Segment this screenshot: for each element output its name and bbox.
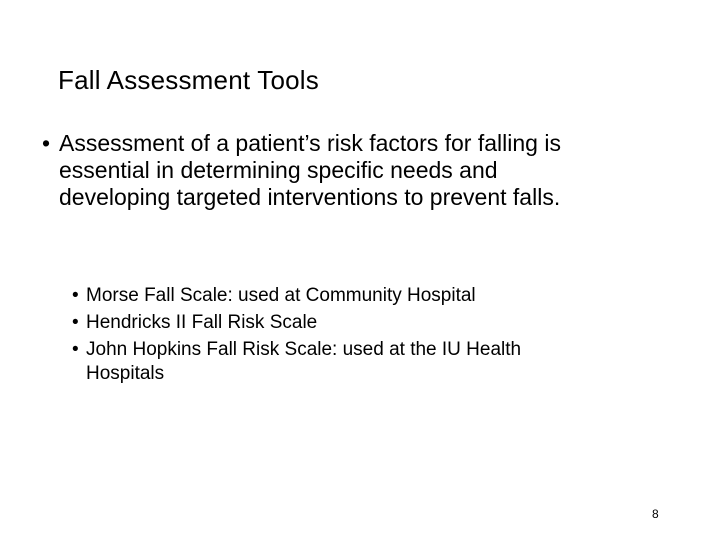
sub-bullet-item (72, 284, 532, 308)
sub-bullet-text: Hendricks II Fall Risk Scale (86, 312, 318, 333)
bullet-icon: • (42, 130, 51, 156)
bullet-icon: • (72, 285, 79, 306)
main-bullet-text: Assessment of a patient’s risk factors for falling is essential in determining specific needs and developing targeted interventions to prevent falls. (59, 130, 561, 210)
sub-bullet-item (72, 338, 532, 386)
page-number: 8 (652, 507, 659, 521)
slide-title: Fall Assessment Tools (58, 65, 319, 95)
sub-bullet-text: John Hopkins Fall Risk Scale: used at the IU Health Hospitals (86, 339, 522, 384)
bullet-icon: • (72, 312, 79, 333)
bullet-icon: • (72, 339, 79, 360)
main-bullet (42, 130, 579, 211)
sub-bullet-list (72, 284, 532, 389)
sub-bullet-item (72, 311, 532, 335)
sub-bullet-text: Morse Fall Scale: used at Community Hospital (86, 285, 476, 306)
